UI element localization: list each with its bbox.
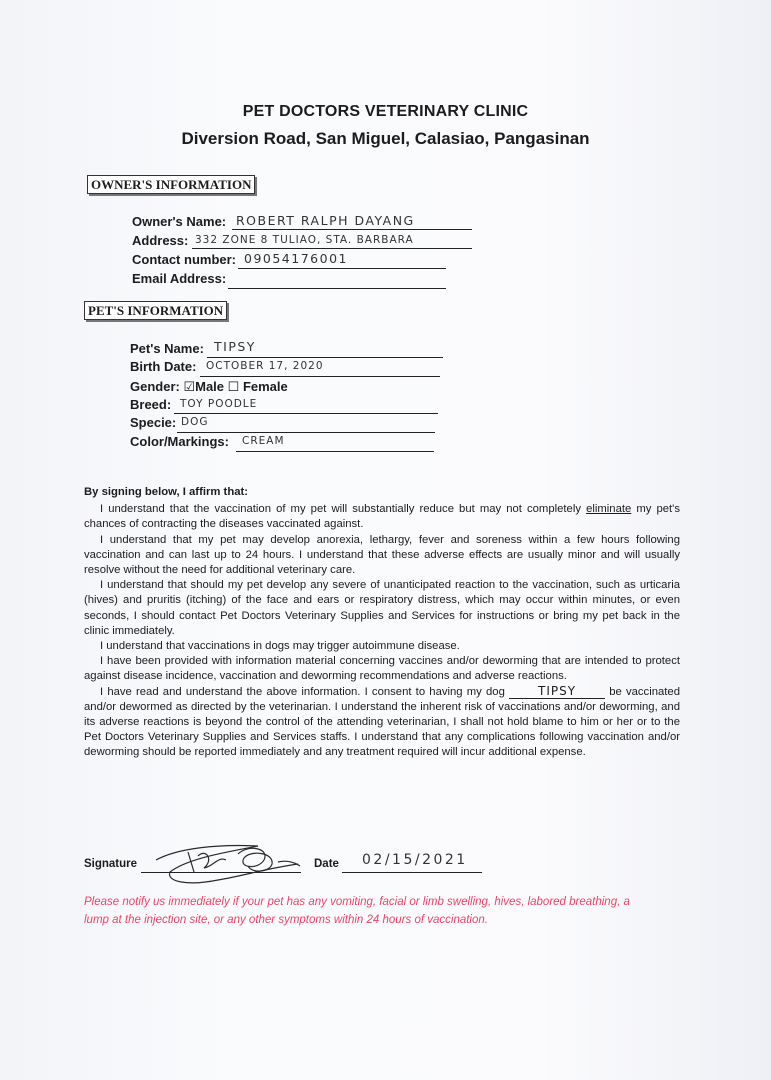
gender-female-checkbox[interactable]: ☐: [227, 379, 240, 394]
gender-field: [130, 379, 288, 395]
breed-value: TOY POODLE: [180, 398, 258, 410]
specie-line[interactable]: [177, 432, 435, 433]
p6-text-b: be vaccinated and/or dewormed as directed by the veterinarian. I understand the inherent risk of vaccinations and/or deworming, and its adverse reactions is beyond the control of the attending veterinarian, I shall not hold blame to him or her or to the Pet Doctors Veterinary Supplies and Services staffs. I understand that any complications following vaccination and/or deworming should be reported immediately and any treatment required will incur additional expense.: [84, 685, 680, 759]
email-line[interactable]: [228, 288, 446, 289]
date-label: Date: [314, 858, 339, 870]
gender-male-checkbox[interactable]: ☑: [183, 379, 196, 394]
gender-female-label: Female: [242, 379, 288, 394]
owner-address-label: Address:: [132, 233, 189, 248]
contact-number-value: 09054176001: [244, 251, 348, 266]
clinic-name: PET DOCTORS VETERINARY CLINIC: [242, 103, 529, 120]
affirmation-paragraph-5: I have been provided with information material concerning vaccines and/or deworming that are intended to protect against disease incidence, vaccination and deworming recommendations and adverse reactions.: [84, 655, 680, 683]
color-line[interactable]: [236, 451, 434, 452]
owner-name-value: ROBERT RALPH DAYANG: [236, 213, 415, 228]
breed-label: Breed:: [130, 397, 172, 412]
date-value: 02/15/2021: [362, 852, 468, 868]
signature-label: Signature: [84, 858, 138, 870]
contact-number-label: Contact number:: [132, 252, 236, 267]
birth-date-label: Birth Date:: [130, 359, 197, 374]
specie-value: DOG: [181, 416, 209, 428]
affirmation-paragraph-6: [84, 685, 680, 761]
color-value: CREAM: [242, 435, 285, 447]
affirmation-section: [84, 485, 680, 761]
affirmation-paragraph-3: I understand that should my pet develop any severe of unanticipated reaction to the vaccination, such as urticaria (hives) and pruritis (itching) of the face and ears or respiratory distress, which may occur within minutes, or even seconds, I should contact Pet Doctors Veterinary Supplies and Services for instructions or bring my pet back in the clinic immediately.: [84, 579, 680, 637]
p1-text-a: I understand that the vaccination of my pet will substantially reduce but may not completely: [100, 503, 587, 516]
email-label: Email Address:: [132, 271, 227, 286]
color-label: Color/Markings:: [130, 434, 229, 449]
post-vaccination-warning: Please notify us immediately if your pet has any vomiting, facial or limb swelling, hives, labored breathing, a lump at the injection site, or any other symptoms within 24 hours of vaccination.: [84, 896, 630, 926]
clinic-address: Diversion Road, San Miguel, Calasiao, Pangasinan: [181, 129, 590, 148]
owner-name-label: Owner's Name:: [132, 214, 227, 229]
gender-male-label: Male: [195, 379, 225, 394]
birth-date-value: OCTOBER 17, 2020: [206, 360, 324, 372]
affirmation-title: By signing below, I affirm that:: [84, 486, 249, 498]
breed-line[interactable]: [174, 413, 438, 414]
gender-label: Gender:: [130, 379, 180, 394]
birth-date-line[interactable]: [200, 376, 440, 377]
owner-address-line[interactable]: [192, 248, 472, 249]
p1-text-b: my pet's chances of contracting the diseases vaccinated against.: [84, 503, 680, 531]
owner-address-value: 332 ZONE 8 TULIAO, STA. BARBARA: [195, 234, 414, 246]
affirmation-paragraph-1: [84, 502, 680, 532]
owner-name-line[interactable]: [232, 229, 472, 230]
affirmation-paragraph-2: I understand that my pet may develop anorexia, lethargy, fever and soreness within a few hours following vaccination and can last up to 24 hours. I understand that these adverse effects are usually minor and will usually resolve without the need for additional veterinary care.: [84, 533, 680, 577]
contact-number-line[interactable]: [238, 268, 446, 269]
date-line[interactable]: [342, 872, 482, 873]
signature-scribble: [148, 838, 308, 892]
specie-label: Specie:: [130, 415, 177, 430]
p6-text-a: I have read and understand the above information. I consent to having my dog: [100, 685, 510, 698]
affirmation-paragraph-4: I understand that vaccinations in dogs may trigger autoimmune disease.: [100, 640, 460, 653]
pet-section-heading: PET'S INFORMATION: [84, 301, 227, 320]
owner-section-heading: OWNER'S INFORMATION: [87, 175, 255, 194]
consent-pet-name[interactable]: TIPSY: [509, 685, 605, 699]
pet-name-line[interactable]: [207, 357, 443, 358]
pet-name-label: Pet's Name:: [130, 341, 204, 356]
pet-name-value: TIPSY: [214, 339, 256, 354]
p1-underlined-word: eliminate: [586, 503, 632, 516]
